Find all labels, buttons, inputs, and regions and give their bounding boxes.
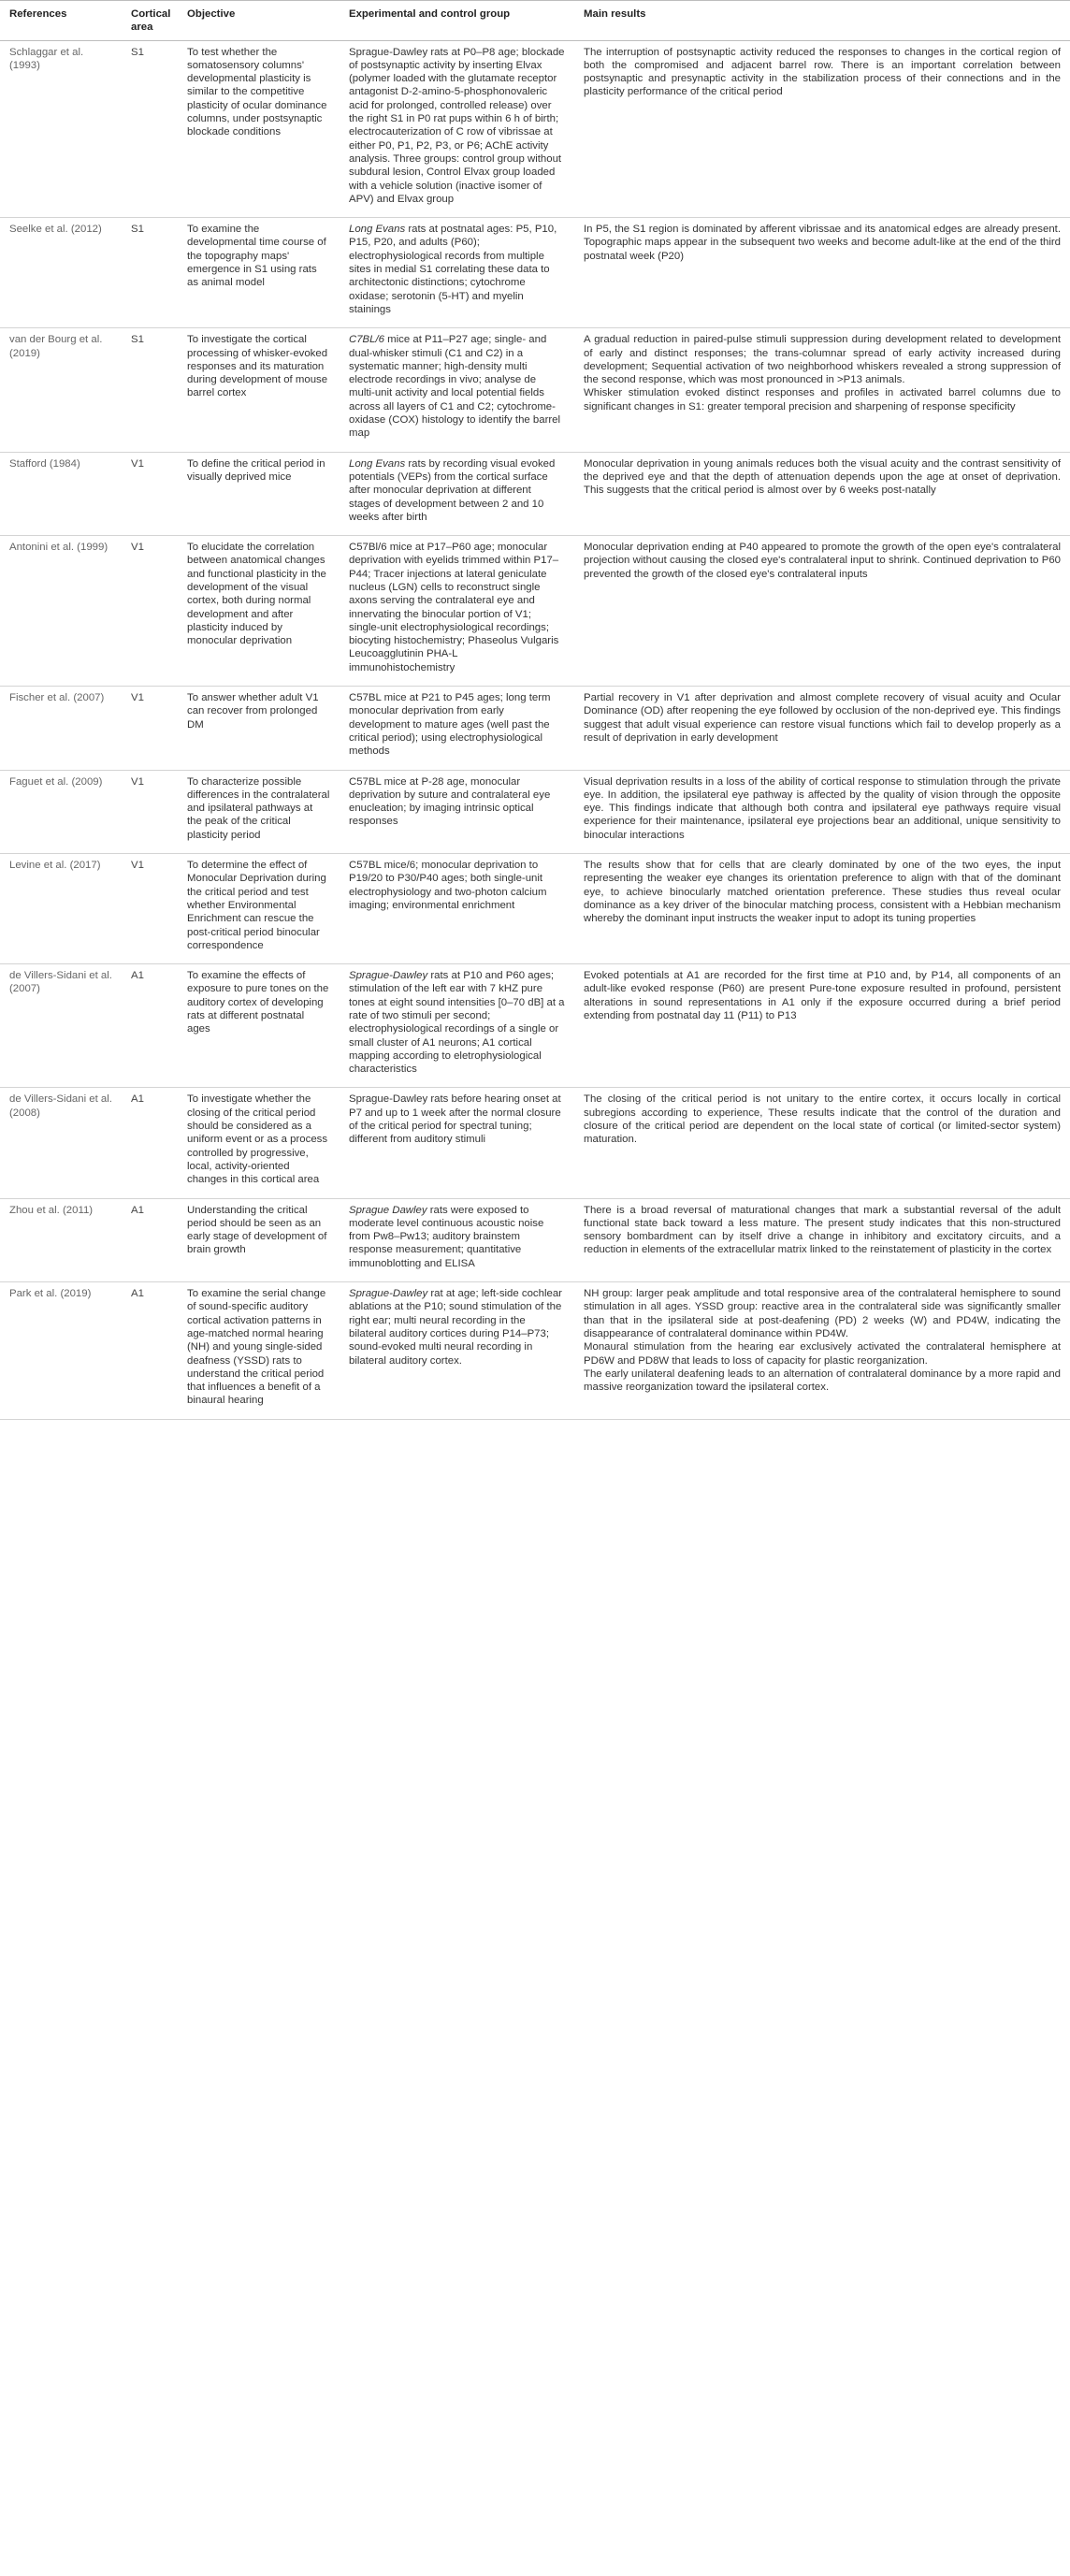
objective-cell: To examine the effects of exposure to pure tones on the auditory cortex of developing rats at different postnatal ages [178,964,340,1088]
cortical-area-cell: S1 [122,40,178,218]
experimental-group-cell [340,1088,574,1198]
table-row [0,536,1070,687]
result-paragraph: Monocular deprivation in young animals reduces both the visual acuity and the contrast sensitivity of the deprived eye and that the depth of attenuation depends upon the age at onset of deprivation. This suggests that the critical period is almost over by 6 weeks post-natally [584,457,1061,497]
experimental-group-cell [340,770,574,853]
cortical-area-cell: V1 [122,854,178,964]
result-paragraph: Monaural stimulation from the hearing ear exclusively activated the contralateral hemisphere at PD6W and PD8W that leads to loss of capacity for plastic reorganization. [584,1341,1061,1367]
objective-cell: To investigate the cortical processing of whisker-evoked responses and its maturation during development of mouse barrel cortex [178,328,340,452]
header-row [0,1,1070,41]
objective-cell: To characterize possible differences in the contralateral and ipsilateral pathways at the peak of the critical plasticity period [178,770,340,853]
table-row [0,40,1070,218]
table-row [0,687,1070,770]
table-row [0,854,1070,964]
header-cortical-area: Cortical area [122,1,178,41]
experimental-text: C57BL mice/6; monocular deprivation to P19/20 to P30/P40 ages; both single-unit electrophysiology and two-photon calcium imaging; environmental enrichment [349,860,547,911]
result-paragraph: Evoked potentials at A1 are recorded for the first time at P10 and, by P14, all components of an adult-like evoked response (P60) are present Pure-tone exposure resulted in profound, persistent alterations in sound representations in A1 only if the exposure occurred during a brief period extending from postnatal day 11 (P11) to P13 [584,970,1061,1021]
reference-cell: Faguet et al. (2009) [0,770,122,853]
table-row [0,218,1070,328]
reference-cell: Park et al. (2019) [0,1282,122,1420]
cortical-area-cell: V1 [122,770,178,853]
main-results-cell [574,770,1070,853]
main-results-cell [574,687,1070,770]
main-results-cell [574,854,1070,964]
reference-cell: Seelke et al. (2012) [0,218,122,328]
experimental-group-cell [340,687,574,770]
main-results-cell [574,1088,1070,1198]
result-paragraph: The early unilateral deafening leads to an alternation of contralateral dominance by a more rapid and massive reorganization toward the ipsilateral cortex. [584,1368,1061,1394]
main-results-cell [574,40,1070,218]
objective-cell: To examine the serial change of sound-specific auditory cortical activation patterns in age-matched normal hearing (NH) and young single-sided deafness (YSSD) rats to understand the critical period that influences a benefit of a binaural hearing [178,1282,340,1420]
main-results-cell [574,328,1070,452]
result-paragraph: NH group: larger peak amplitude and total responsive area of the contralateral hemisphere to sound stimulation in all ages. YSSD group: reactive area in the contralateral side was significantly smaller than that in the ipsilateral side at post-deafening (PD) 2 weeks (W) and PD4W, indicating the disappearance of contralateral dominance within PD4W. [584,1288,1061,1339]
objective-cell: To investigate whether the closing of the critical period should be considered as a uniform event or as a process controlled by progressive, local, activity-oriented changes in this cortical area [178,1088,340,1198]
result-paragraph: There is a broad reversal of maturational changes that mark a substantial reversal of the adult functional state back toward a less mature. The present study indicates that this non-structured sensory bombardment can by itself drive a change in inhibitory and excitatory circuits, and a reduction in elements of the extracellular matrix linked to the reinstatement of plasticity in the cortex [584,1204,1061,1256]
reference-cell: Antonini et al. (1999) [0,536,122,687]
header-objective: Objective [178,1,340,41]
objective-cell: To define the critical period in visually deprived mice [178,452,340,535]
result-paragraph: The interruption of postsynaptic activity reduced the responses to changes in the cortical region of both the compromised and adjacent barrel row. There is an important correlation between postsynaptic and presynaptic activity in the stabilization process of their connections and in the plasticity performance of the critical period [584,46,1061,98]
table-row [0,964,1070,1088]
experimental-text: rat at age; left-side cochlear ablations at the P10; sound stimulation of the right ear; multi neural recording in the bilateral auditory cortices during P14–P73; sound-evoked multi neural recording in bilateral auditory cortex. [349,1288,562,1367]
objective-cell: To elucidate the correlation between anatomical changes and functional plasticity in the development of the visual cortex, both during normal development and after plasticity induced by monocular deprivation [178,536,340,687]
result-paragraph: Partial recovery in V1 after deprivation and almost complete recovery of visual acuity and Ocular Dominance (OD) after reopening the eye followed by occlusion of the non-deprived eye. This findings suggest that adult visual experience can restore visual functions which fail to develop properly as a result of deprivation in early development [584,692,1061,744]
reference-cell: Zhou et al. (2011) [0,1198,122,1281]
species-label: Long Evans [349,457,406,470]
reference-cell: Schlaggar et al. (1993) [0,40,122,218]
main-results-cell [574,1282,1070,1420]
cortical-area-cell: A1 [122,1198,178,1281]
experimental-text: Sprague-Dawley rats at P0–P8 age; blockade of postsynaptic activity by inserting Elvax (polymer loaded with the glutamate receptor antagonist D-2-amino-5-phosphonovaleric acid for prolonged, controlled release) over the right S1 in P0 rat pups within 6 h of birth; electrocauterization of C row of vibrissae at either P0, P1, P2, P3, or P6; AChE activity analysis. Three groups: control group without subdural lesion, Control Elvax group loaded with a vehicle solution (inactive isomer of APV) and Elvax group [349,46,565,205]
header-main-results: Main results [574,1,1070,41]
species-label: Sprague-Dawley [349,970,428,982]
cortical-area-cell: S1 [122,218,178,328]
objective-cell: To test whether the somatosensory columns' developmental plasticity is similar to the competitive plasticity of ocular dominance columns, under postsynaptic blockade conditions [178,40,340,218]
species-label: Long Evans [349,224,406,236]
reference-cell: Stafford (1984) [0,452,122,535]
experimental-text: rats at postnatal ages: P5, P10, P15, P20, and adults (P60); electrophysiological records from multiple sites in medial S1 correlating these data to architectonic distinctions; cytochrome oxidase; serotonin (5-HT) and myelin stainings [349,224,557,315]
result-paragraph: Visual deprivation results in a loss of the ability of cortical response to stimulation through the private eye. In addition, the ipsilateral eye pathway is affected by the quality of vision through the opposite eye. This findings indicate that although both contra and ipsilateral eye pathways require visual experience for their maintenance, ipsilateral eye projections bear an additional, unique sensitivity to binocular interactions [584,775,1061,841]
objective-cell: To answer whether adult V1 can recover from prolonged DM [178,687,340,770]
cortical-area-cell: V1 [122,452,178,535]
species-label: Sprague-Dawley [349,1288,428,1300]
reference-cell: de Villers-Sidani et al. (2007) [0,964,122,1088]
table-row [0,328,1070,452]
objective-cell: Understanding the critical period should be seen as an early stage of development of brain growth [178,1198,340,1281]
experimental-group-cell [340,218,574,328]
experimental-text: C57BL mice at P-28 age, monocular deprivation by suture and contralateral eye enucleation; by imaging intrinsic optical responses [349,775,551,828]
table-row [0,1088,1070,1198]
species-label: Sprague Dawley [349,1204,427,1216]
experimental-group-cell [340,1282,574,1420]
experimental-text: C57BL mice at P21 to P45 ages; long term monocular deprivation from early development to mature ages (well past the critical period); using electrophysiological methods [349,692,551,758]
main-results-cell [574,536,1070,687]
experimental-group-cell [340,452,574,535]
experimental-text: rats at P10 and P60 ages; stimulation of the left ear with 7 kHZ pure tones at eight sound intensities [0–70 dB] at a rate of two stimuli per second; electrophysiological recordings of a single or small cluster of A1 neurons; A1 cortical mapping according to eletrophysiological characteristics [349,970,565,1076]
result-paragraph: In P5, the S1 region is dominated by afferent vibrissae and its anatomical edges are already present. Topographic maps appear in the subsequent two weeks and become adult-like at the end of the third postnatal week (P20) [584,224,1061,262]
result-paragraph: The closing of the critical period is not unitary to the entire cortex, it occurs locally in cortical subregions according to experience, These results indicate that the control of the duration and closure of the critical period are dependent on the local state of cortical (or limited-sector system) maturation. [584,1093,1061,1146]
table-row [0,1198,1070,1281]
species-label: C7BL/6 [349,334,384,346]
cortical-area-cell: A1 [122,964,178,1088]
experimental-group-cell [340,536,574,687]
table-row [0,1282,1070,1420]
header-references: References [0,1,122,41]
experimental-text: rats were exposed to moderate level continuous acoustic noise from Pw8–Pw13; auditory brainstem response measurement; quantitative immunoblotting and ELISA [349,1204,544,1269]
reference-cell: Levine et al. (2017) [0,854,122,964]
reference-cell: van der Bourg et al. (2019) [0,328,122,452]
table-row [0,770,1070,853]
cortical-area-cell: A1 [122,1088,178,1198]
experimental-text: mice at P11–P27 age; single- and dual-whisker stimuli (C1 and C2) in a systematic manner; high-density multi electrode recordings in vivo; analyse de multi-unit activity and local potential fields across all layers of C1 and C2; cytochrome-oxidase (COX) histology to identify the barrel map [349,334,561,440]
main-results-cell [574,452,1070,535]
experimental-group-cell [340,328,574,452]
reference-cell: Fischer et al. (2007) [0,687,122,770]
result-paragraph: The results show that for cells that are clearly dominated by one of the two eyes, the input representing the weaker eye changes its orientation preference to align with that of the dominant eye, to achieve binocularly matched orientation preference. These studies thus reveal ocular dominance as a key driver of the binocular matching process, consistent with a Hebbian mechanism whereby the dominant input instructs the weaker input to adopt its tuning properties [584,860,1061,925]
objective-cell: To examine the developmental time course of the topography maps' emergence in S1 using rats as animal model [178,218,340,328]
experimental-group-cell [340,1198,574,1281]
main-results-cell [574,964,1070,1088]
main-results-cell [574,218,1070,328]
cortical-area-cell: V1 [122,536,178,687]
objective-cell: To determine the effect of Monocular Deprivation during the critical period and test whether Environmental Enrichment can rescue the post-critical period binocular correspondence [178,854,340,964]
main-results-cell [574,1198,1070,1281]
cortical-area-cell: V1 [122,687,178,770]
experimental-text: C57Bl/6 mice at P17–P60 age; monocular deprivation with eyelids trimmed within P17–P44; Tracer injections at lateral geniculate nucleus (LGN) cells to reconstruct single axons serving the contralateral eye and innervating the binocular portion of V1; single-unit electrophysiological recordings; biocyting histochemistry; Phaseolus Vulgaris Leucoagglutinin PHA-L immunohistochemistry [349,542,559,673]
result-paragraph: Monocular deprivation ending at P40 appeared to promote the growth of the open eye's contralateral projection without causing the closed eye's contralateral input to shrink. Continued deprivation to P60 prevented the growth of the closed eye's contralateral inputs [584,542,1061,580]
reference-cell: de Villers-Sidani et al. (2008) [0,1088,122,1198]
result-paragraph: A gradual reduction in paired-pulse stimuli suppression during development related to development of early and distinct responses; the trans-columnar spread of early activity increased during development; Sequential activation of two neighborhood whiskers revealed a strong suppression of the second response, which was most pronounced in >P13 animals. [584,334,1061,386]
header-experimental-group: Experimental and control group [340,1,574,41]
experimental-group-cell [340,40,574,218]
experimental-text: rats by recording visual evoked potentials (VEPs) from the cortical surface after monocular deprivation at different stages of development between 2 and 10 weeks after birth [349,457,556,523]
experimental-text: Sprague-Dawley rats before hearing onset at P7 and up to 1 week after the normal closure of the critical period for spectral tuning; different from auditory stimuli [349,1093,561,1146]
table-row [0,452,1070,535]
result-paragraph: Whisker stimulation evoked distinct responses and profiles in activated barrel columns due to significant changes in S1: greater temporal precision and sharpening of response specificity [584,387,1061,412]
cortical-area-cell: A1 [122,1282,178,1420]
cortical-area-cell: S1 [122,328,178,452]
experimental-group-cell [340,964,574,1088]
experimental-group-cell [340,854,574,964]
